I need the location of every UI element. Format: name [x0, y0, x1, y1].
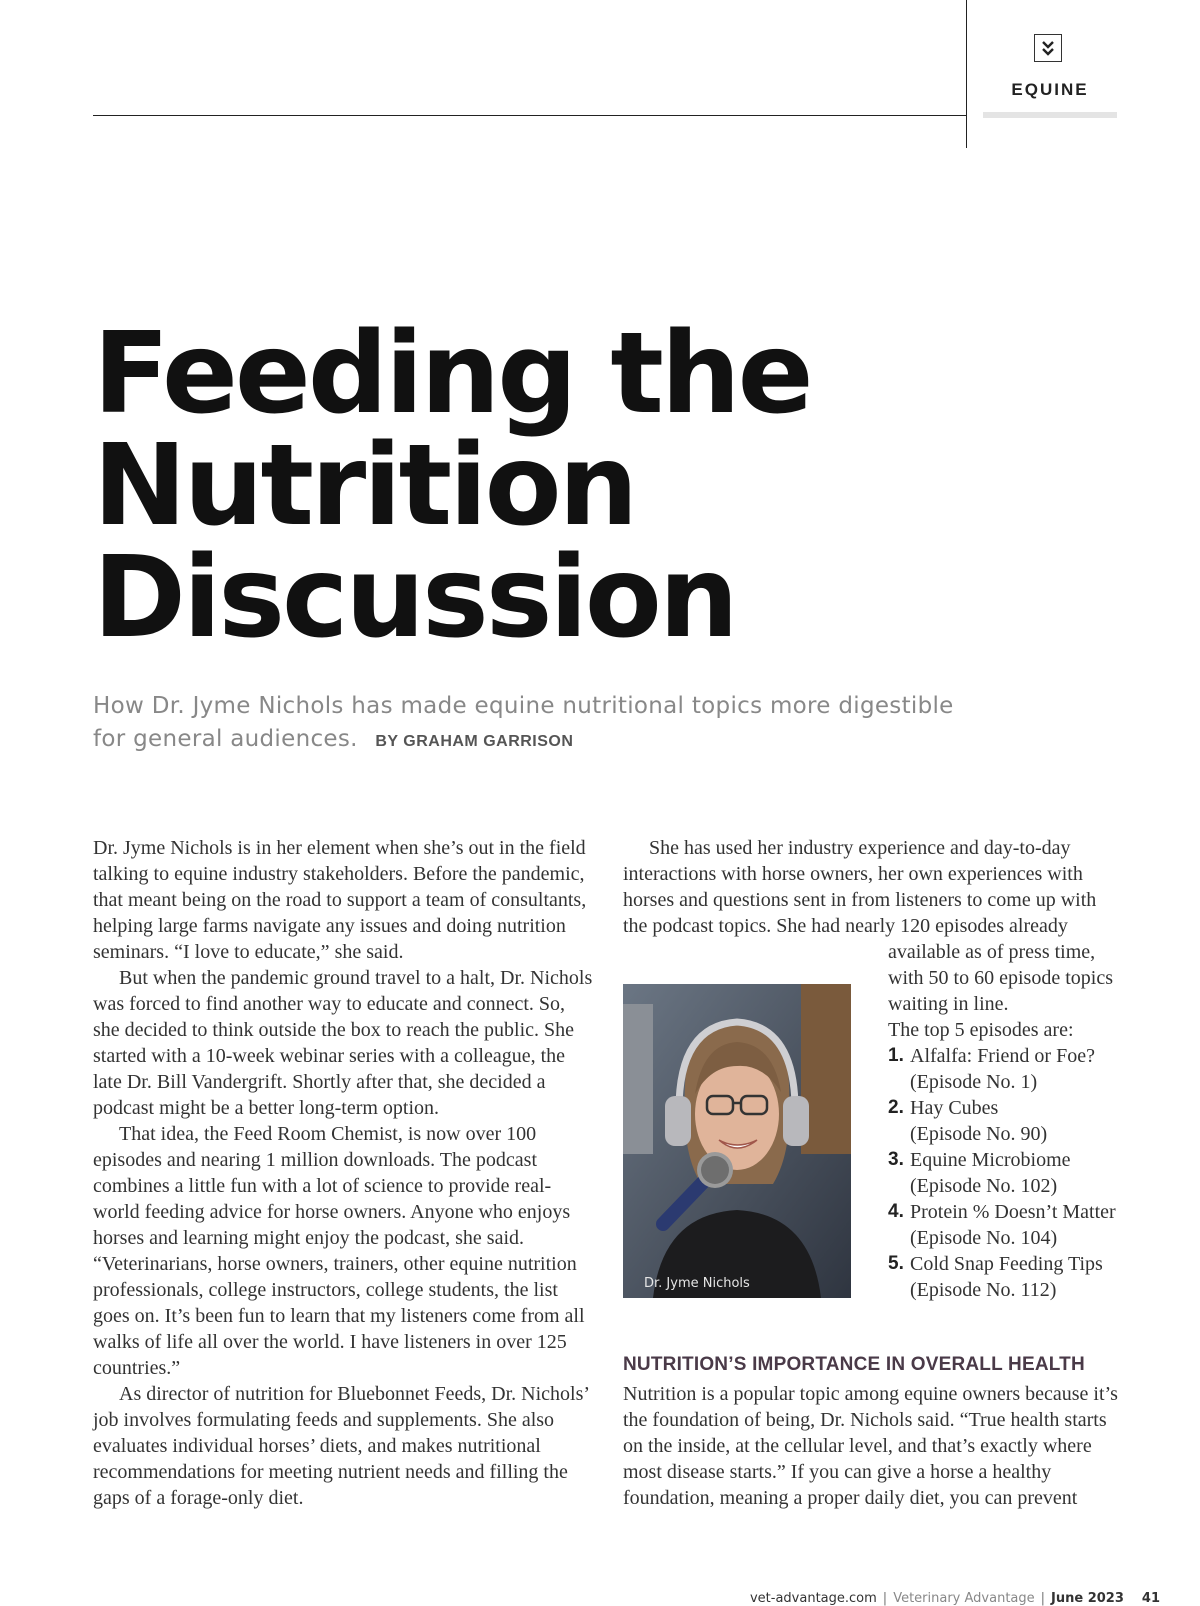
list-item [888, 1199, 1128, 1251]
body-paragraph: Nutrition is a popular topic among equine owners because it’s the foundation of being, Dr. Nichols said. “True health starts on the inside, at the cellular level, and that’s exactly where most disease starts.” If you can give a horse a healthy foundation, meaning a proper daily diet, you can prevent [623, 1383, 1118, 1509]
episode-number: (Episode No. 112) [910, 1279, 1057, 1301]
footer-publication: Veterinary Advantage [893, 1591, 1035, 1606]
body-column-left [93, 835, 593, 1511]
list-item [888, 1251, 1128, 1303]
top-episodes-list [888, 1043, 1128, 1303]
episode-title: Protein % Doesn’t Matter [910, 1201, 1116, 1223]
section-label: EQUINE [1011, 80, 1089, 99]
footer-date: June 2023 [1051, 1591, 1124, 1606]
body-paragraph: available as of press time, with 50 to 60 episode topics waiting in line. [888, 941, 1113, 1015]
footer-separator: | [1040, 1591, 1046, 1606]
episode-title: Hay Cubes [910, 1097, 999, 1119]
photo-caption: Dr. Jyme Nichols [644, 1276, 750, 1291]
title-line: Discussion [93, 533, 736, 663]
body-paragraph: She has used her industry experience and day-to-day interactions with horse owners, her own experiences with horses and questions sent in from listeners to come up with the podcast topics. She had nearly 120 episodes already [623, 837, 1097, 937]
header-rule [93, 115, 967, 116]
list-number: 3. [888, 1149, 904, 1170]
top-episodes-label: The top 5 episodes are: [888, 1019, 1074, 1041]
episode-number: (Episode No. 102) [910, 1175, 1058, 1197]
page-number: 41 [1141, 1591, 1160, 1606]
list-item [888, 1147, 1128, 1199]
footer-site: vet-advantage.com [749, 1591, 877, 1606]
episode-number: (Episode No. 1) [910, 1071, 1038, 1093]
portrait-illustration [623, 984, 851, 1298]
article-title [93, 309, 893, 663]
list-number: 2. [888, 1097, 904, 1118]
portrait-photo [623, 984, 851, 1298]
body-column-right-bottom [623, 1381, 1123, 1511]
deck-text: How Dr. Jyme Nichols has made equine nutritional topics more digestible for general audiences. [93, 693, 954, 752]
episode-title: Equine Microbiome [910, 1149, 1071, 1171]
list-item [888, 1043, 1128, 1095]
footer-separator: | [882, 1591, 888, 1606]
article-deck [93, 690, 993, 758]
double-chevron-down-icon [1034, 34, 1062, 62]
list-number: 5. [888, 1253, 904, 1274]
page-footer [700, 1591, 1160, 1606]
title-line: Feeding the [93, 309, 811, 439]
header-divider [966, 0, 967, 148]
episode-number: (Episode No. 104) [910, 1227, 1058, 1249]
list-item [888, 1095, 1128, 1147]
body-paragraph: But when the pandemic ground travel to a halt, Dr. Nichols was forced to find another way to educate and connect. So, she decided to think outside the box to reach the public. She started with a 10-week webinar series with a colleague, the late Dr. Bill Vandergrift. Shortly after that, she decided a podcast might be a better long-term option. [93, 967, 593, 1119]
section-label-bar [983, 112, 1117, 118]
byline: BY GRAHAM GARRISON [375, 733, 574, 750]
body-paragraph: As director of nutrition for Bluebonnet Feeds, Dr. Nichols’ job involves formulating feeds and supplements. She also evaluates individual horses’ diets, and makes nutritional recommendations for meeting nutrient needs and filling the gaps of a forage-only diet. [93, 1383, 589, 1509]
body-paragraph: Dr. Jyme Nichols is in her element when she’s out in the field talking to equine industry stakeholders. Before the pandemic, that meant being on the road to support a team of consultants, helping large farms navigate any issues and doing nutrition seminars. “I love to educate,” she said. [93, 837, 587, 963]
title-line: Nutrition [93, 421, 636, 551]
body-paragraph: That idea, the Feed Room Chemist, is now over 100 episodes and nearing 1 million downloads. The podcast combines a little fun with a lot of science to provide real-world feeding advice for horse owners. Anyone who enjoys horses and learning might enjoy the podcast, she said. “Veterinarians, horse owners, trainers, other equine nutrition professionals, college instructors, college students, the list goes on. It’s been fun to learn that my listeners come from all walks of life all over the world. I have listeners in over 125 countries.” [93, 1123, 585, 1379]
section-subhead: NUTRITION’S IMPORTANCE IN OVERALL HEALTH [623, 1354, 1085, 1375]
list-number: 1. [888, 1045, 904, 1066]
episode-number: (Episode No. 90) [910, 1123, 1048, 1145]
episode-title: Cold Snap Feeding Tips [910, 1253, 1103, 1275]
list-number: 4. [888, 1201, 904, 1222]
body-column-right-wrap [888, 939, 1128, 1303]
episode-title: Alfalfa: Friend or Foe? [910, 1045, 1095, 1067]
body-column-right-intro [623, 835, 1123, 939]
